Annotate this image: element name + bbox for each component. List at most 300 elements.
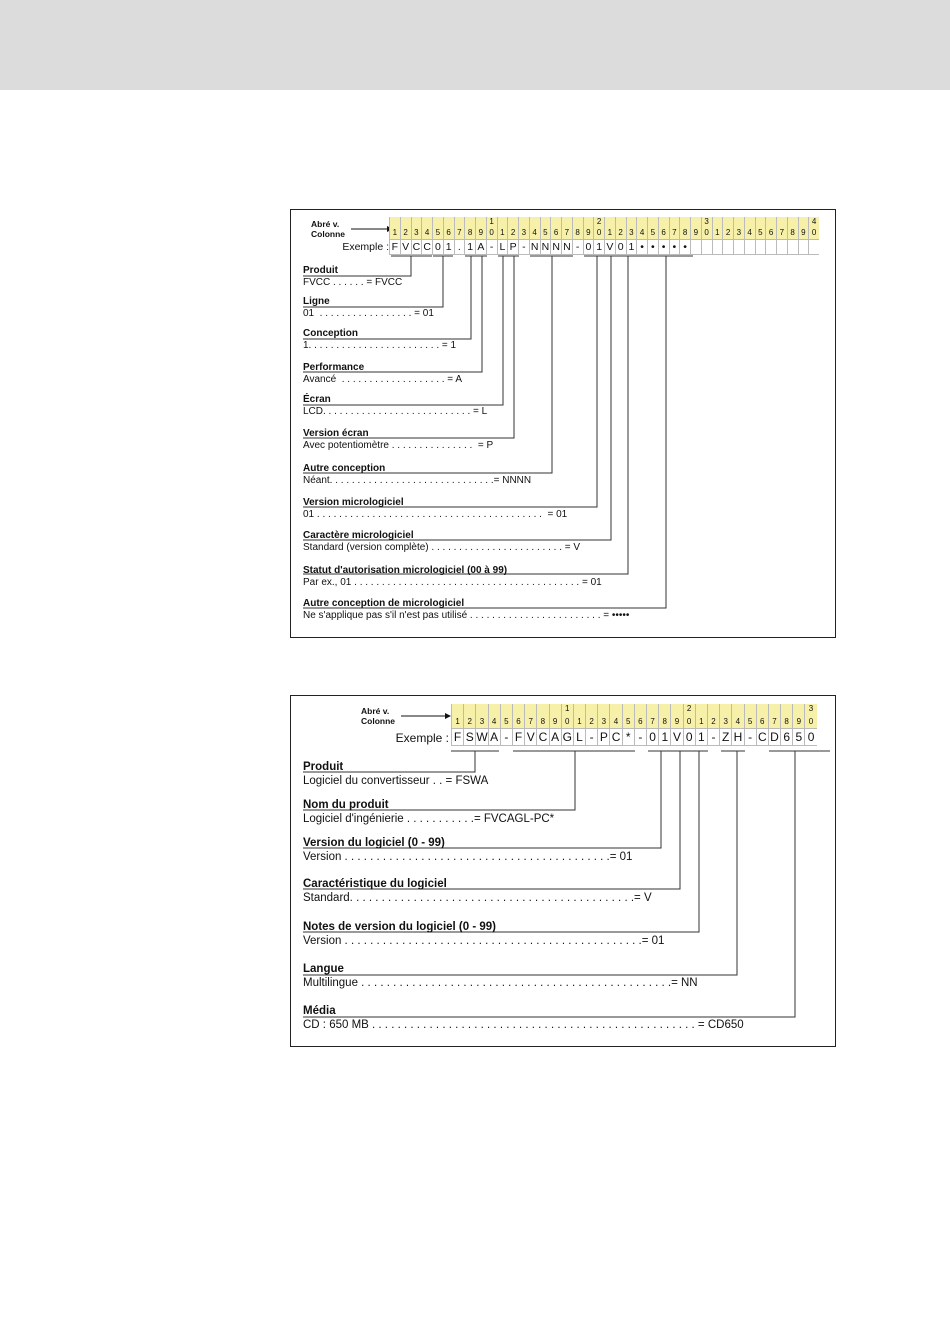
code-column [475,217,486,255]
column-number [551,217,561,240]
code-column [683,704,695,746]
code-column [609,704,621,746]
code-legend-entry [303,530,580,554]
column-ones-digit: 1 [715,228,720,237]
code-character [809,240,819,255]
code-legend-entry [303,760,488,788]
column-ones-digit: 7 [672,228,677,237]
column-tens-digit: 1 [565,704,570,713]
code-character: N [563,241,571,253]
code-column [561,704,573,746]
column-number [489,704,500,729]
entry-description: CD : 650 MB . . . . . . . . . . . . . . . . . . . . . . . . . . . . . . . . . . . . . . . . . . . . . . . . . . . = CD650 [303,1019,744,1031]
column-tens-digit: 3 [704,217,709,226]
column-number [550,704,561,729]
column-number [756,217,766,240]
column-ones-digit: 6 [760,717,765,726]
column-ones-digit: 0 [565,717,570,726]
code-character: 0 [647,729,658,746]
code-legend-entry [303,877,652,905]
column-ones-digit: 2 [403,228,408,237]
entry-description: Avancé . . . . . . . . . . . . . . . . . . . = A [303,374,463,385]
type-code-panel-firmware [290,209,836,638]
code-grid [451,704,817,746]
code-legend-entry [303,328,456,352]
column-number [769,704,780,729]
code-character: P [509,241,517,253]
code-character: * [623,729,634,746]
code-character: 0 [434,241,441,253]
column-tens-digit: 2 [686,704,692,713]
code-character: H [733,730,743,744]
column-ones-digit: 7 [650,717,655,726]
code-character: C [538,730,548,744]
column-tens-digit: 4 [811,217,817,226]
column-ones-digit: 3 [479,717,485,726]
column-ones-digit: 0 [686,717,692,726]
column-number [594,217,604,240]
entry-title: Statut d'autorisation micrologiciel (00 à 99) [303,565,508,576]
code-column [573,704,585,746]
column-ones-digit: 3 [723,717,728,726]
code-character: - [586,729,597,746]
code-column [658,217,669,255]
column-number [452,704,463,729]
column-number [671,704,682,729]
code-character: V [402,241,410,253]
column-ones-digit: 5 [435,228,441,237]
code-column [524,704,536,746]
code-column [670,704,682,746]
column-number [745,704,756,729]
column-number [680,217,690,240]
entry-title: Nom du produit [303,799,389,811]
code-column [731,704,743,746]
column-ones-digit: 9 [796,717,802,726]
code-character: C [757,730,767,744]
code-column [768,704,780,746]
code-column [701,217,712,255]
column-ones-digit: 9 [478,228,484,237]
code-column [622,704,634,746]
code-character: • [637,240,647,255]
abbr-label: Abré v. [361,706,390,716]
code-character: 1 [445,241,452,253]
code-character: • [670,240,680,255]
code-column [647,217,658,255]
entry-title: Écran [303,394,331,405]
entry-description: Version . . . . . . . . . . . . . . . . . . . . . . . . . . . . . . . . . . . . . . . . . . . . . . .= 01 [303,935,665,947]
code-column [488,704,500,746]
column-number [598,704,609,729]
column-ones-digit: 3 [629,228,634,237]
example-label: Exemple : [342,241,389,253]
entry-description: 01 . . . . . . . . . . . . . . . . . = 01 [303,308,434,319]
code-character: - [519,240,529,255]
code-column [529,217,540,255]
column-tens-digit: 3 [808,704,814,713]
column-ones-digit: 8 [575,228,580,237]
column-number [498,217,508,240]
column-number [648,217,658,240]
column-number [793,704,804,729]
column-number [513,704,524,729]
column-ones-digit: 7 [457,228,462,237]
example-label: Exemple : [395,731,449,745]
code-column [550,217,561,255]
code-character: N [541,241,550,253]
column-number [519,217,529,240]
column-number [616,217,626,240]
column-ones-digit: 0 [808,717,814,726]
code-column [712,217,723,255]
column-ones-digit: 2 [510,228,516,237]
code-character: N [552,241,560,253]
entry-title: Autre conception de micrologiciel [303,598,465,609]
entry-description: Avec potentiomètre . . . . . . . . . . . . . . . = P [303,440,494,451]
code-character: L [574,729,585,746]
column-ones-digit: 3 [521,228,527,237]
code-character: V [672,730,681,744]
code-character: L [499,241,506,253]
column-ones-digit: 4 [613,717,619,726]
code-column [679,217,690,255]
column-ones-digit: 2 [725,228,731,237]
code-character: D [770,730,779,744]
column-ones-digit: 9 [674,717,680,726]
code-character [691,240,701,255]
code-column [756,704,768,746]
code-character: G [562,730,572,744]
code-column [690,217,701,255]
entry-description: Néant. . . . . . . . . . . . . . . . . . . . . . . . . . . . . .= NNNN [303,475,532,486]
column-ones-digit: 6 [553,228,559,237]
column-number [476,704,487,729]
column-ones-digit: 9 [801,228,806,237]
code-column [583,217,594,255]
code-character: - [635,729,646,746]
code-column [776,217,787,255]
code-column [804,704,816,746]
code-column [695,704,707,746]
column-number [586,704,597,729]
entry-title: Langue [303,963,344,975]
column-ones-digit: 7 [779,228,785,237]
column-number [659,217,669,240]
code-character: 1 [628,241,635,253]
entry-description: Ne s'applique pas s'il n'est pas utilisé . . . . . . . . . . . . . . . . . . . . . . . . = ••••• [303,610,630,621]
column-tens-digit: 2 [596,217,602,226]
code-character: - [501,729,512,746]
code-legend-entry [303,497,567,521]
column-ones-digit: 8 [790,228,795,237]
entry-description: Par ex., 01 . . . . . . . . . . . . . . . . . . . . . . . . . . . . . . . . . . . . . . . . . = 01 [303,577,602,588]
column-number [541,217,551,240]
code-column [454,217,465,255]
column-number [476,217,486,240]
column-number [525,704,536,729]
code-character [788,240,798,255]
column-ones-digit: 4 [735,717,741,726]
column-number [623,704,634,729]
code-character: 0 [585,241,592,253]
column-ones-digit: 3 [736,228,742,237]
code-column [636,217,647,255]
column-ones-digit: 5 [625,717,631,726]
column-tens-digit: 1 [489,217,494,226]
code-character [702,240,712,255]
code-column [432,217,443,255]
code-character: S [465,730,474,744]
entry-title: Caractère micrologiciel [303,530,414,541]
entry-title: Notes de version du logiciel (0 - 99) [303,921,496,933]
column-ones-digit: 9 [552,717,558,726]
code-column [411,217,422,255]
column-number [781,704,792,729]
column-number [464,704,475,729]
column-ones-digit: 4 [532,228,537,237]
column-ones-digit: 6 [516,717,521,726]
code-column [719,704,731,746]
column-number [530,217,540,240]
code-grid [389,217,819,255]
code-legend-entry [303,962,698,990]
code-column [463,704,475,746]
code-character: C [611,730,621,744]
code-column [707,704,719,746]
column-number [805,704,816,729]
column-number [487,217,497,240]
column-ones-digit: 8 [682,228,688,237]
column-ones-digit: 2 [711,717,716,726]
arrow-icon [351,225,393,233]
code-legend-entry [303,920,664,948]
column-number [508,217,518,240]
column-ones-digit: 0 [489,228,494,237]
entry-title: Média [303,1005,336,1017]
column-ones-digit: 2 [618,228,623,237]
column-ones-digit: 0 [596,228,602,237]
code-character: 6 [781,729,792,746]
code-column [512,704,524,746]
column-label: Colonne [311,229,345,239]
code-column [646,704,658,746]
code-column [626,217,637,255]
code-column [780,704,792,746]
entry-title: Autre conception [303,463,386,474]
entry-description: Logiciel d'ingénierie . . . . . . . . . . .= FVCAGL-PC* [303,813,555,825]
column-number [684,704,695,729]
code-column [744,704,756,746]
code-character: F [453,730,462,744]
code-column [451,704,463,746]
entry-title: Produit [303,761,344,773]
column-ones-digit: 5 [543,228,548,237]
column-ones-digit: 4 [747,228,752,237]
column-number [670,217,680,240]
code-character [745,240,755,255]
entry-description: Logiciel du convertisseur . . = FSWA [303,775,489,787]
column-number [691,217,701,240]
code-column [604,217,615,255]
code-character: - [708,729,719,746]
code-column [744,217,755,255]
column-number [627,217,637,240]
code-character: 5 [793,729,804,746]
code-character: V [526,730,535,744]
entry-title: Caractéristique du logiciel [303,878,447,890]
column-number [777,217,787,240]
column-ones-digit: 8 [467,228,473,237]
code-column [597,704,609,746]
code-character: 0 [617,241,624,253]
abbr-column-label [311,219,345,239]
column-ones-digit: 3 [601,717,607,726]
column-ones-digit: 4 [491,717,497,726]
entry-description: Version . . . . . . . . . . . . . . . . . . . . . . . . . . . . . . . . . . . . . . . . . .= 01 [303,851,633,863]
code-character: A [477,241,485,253]
code-column [733,217,744,255]
entry-description: 1. . . . . . . . . . . . . . . . . . . . . . . . = 1 [303,340,457,351]
entry-title: Version micrologiciel [303,497,404,508]
column-ones-digit: 2 [589,717,594,726]
code-column [787,217,798,255]
code-character: W [476,730,488,744]
code-legend-entry [303,428,493,452]
column-number [465,217,475,240]
code-column [593,217,604,255]
code-column [464,217,475,255]
column-label: Colonne [361,716,395,726]
column-number [455,217,465,240]
column-ones-digit: 5 [758,228,763,237]
code-column [615,217,626,255]
code-character: P [599,730,608,744]
code-legend-entry [303,836,632,864]
code-column [765,217,776,255]
column-number [635,704,646,729]
column-number [433,217,443,240]
code-character: Z [722,730,730,744]
column-number [659,704,670,729]
code-column [421,217,432,255]
column-ones-digit: 6 [661,228,666,237]
column-ones-digit: 1 [699,717,704,726]
column-number [637,217,647,240]
entry-description: LCD. . . . . . . . . . . . . . . . . . . . . . . . . . . = L [303,406,488,417]
abbr-column-label [361,706,395,726]
code-legend-entry [303,362,462,386]
column-number [647,704,658,729]
column-number [584,217,594,240]
column-ones-digit: 0 [811,228,817,237]
connector-lines [291,696,835,1046]
code-column [507,217,518,255]
column-ones-digit: 1 [500,228,505,237]
column-ones-digit: 6 [446,228,451,237]
code-character: C [423,241,431,253]
code-column [486,217,497,255]
code-column [475,704,487,746]
code-character: • [648,240,658,255]
code-legend-entry [303,394,487,418]
code-column [389,217,400,255]
code-character [766,240,776,255]
column-number [788,217,798,240]
column-number [734,217,744,240]
column-number [501,704,512,729]
column-number [766,217,776,240]
code-character: . [455,240,465,255]
code-legend-entry [303,798,554,826]
code-column [572,217,583,255]
code-character: 0 [805,729,816,746]
column-ones-digit: 8 [784,717,789,726]
entry-description: Standard (version complète) . . . . . . . . . . . . . . . . . . . . . . . . = V [303,542,581,553]
code-character [756,240,766,255]
code-column [792,704,804,746]
column-number [401,217,411,240]
code-legend-entry [303,565,602,589]
entry-title: Conception [303,328,358,339]
column-number [745,217,755,240]
code-column [443,217,454,255]
column-number [562,217,572,240]
entry-title: Version du logiciel (0 - 99) [303,837,445,849]
entry-title: Performance [303,362,365,373]
code-legend-entry [303,463,531,487]
entry-title: Version écran [303,428,369,439]
column-ones-digit: 4 [424,228,430,237]
column-number [610,704,621,729]
code-character [777,240,787,255]
column-ones-digit: 0 [704,228,709,237]
column-ones-digit: 1 [392,228,398,237]
code-character: C [412,241,421,253]
code-legend-entry [303,265,402,289]
entry-title: Ligne [303,296,330,307]
code-character: - [487,240,497,255]
entry-description: FVCC . . . . . . = FVCC [303,277,403,288]
column-number [809,217,819,240]
column-ones-digit: 7 [564,228,570,237]
code-column [722,217,733,255]
column-ones-digit: 1 [577,717,582,726]
code-column [518,217,529,255]
code-character: F [391,241,399,253]
column-ones-digit: 8 [540,717,546,726]
column-number [713,217,723,240]
column-ones-digit: 1 [607,228,613,237]
code-character: • [680,240,690,255]
code-column [400,217,411,255]
code-character: N [530,241,539,253]
code-column [536,704,548,746]
column-ones-digit: 3 [414,228,419,237]
code-character [734,240,744,255]
column-number [573,217,583,240]
code-character: A [551,730,560,744]
column-number [702,217,712,240]
code-legend-entry [303,598,629,622]
code-character: 0 [684,729,695,746]
code-column [634,704,646,746]
column-ones-digit: 6 [768,228,774,237]
column-number [390,217,400,240]
code-character [799,240,809,255]
column-ones-digit: 5 [650,228,656,237]
column-number [757,704,768,729]
